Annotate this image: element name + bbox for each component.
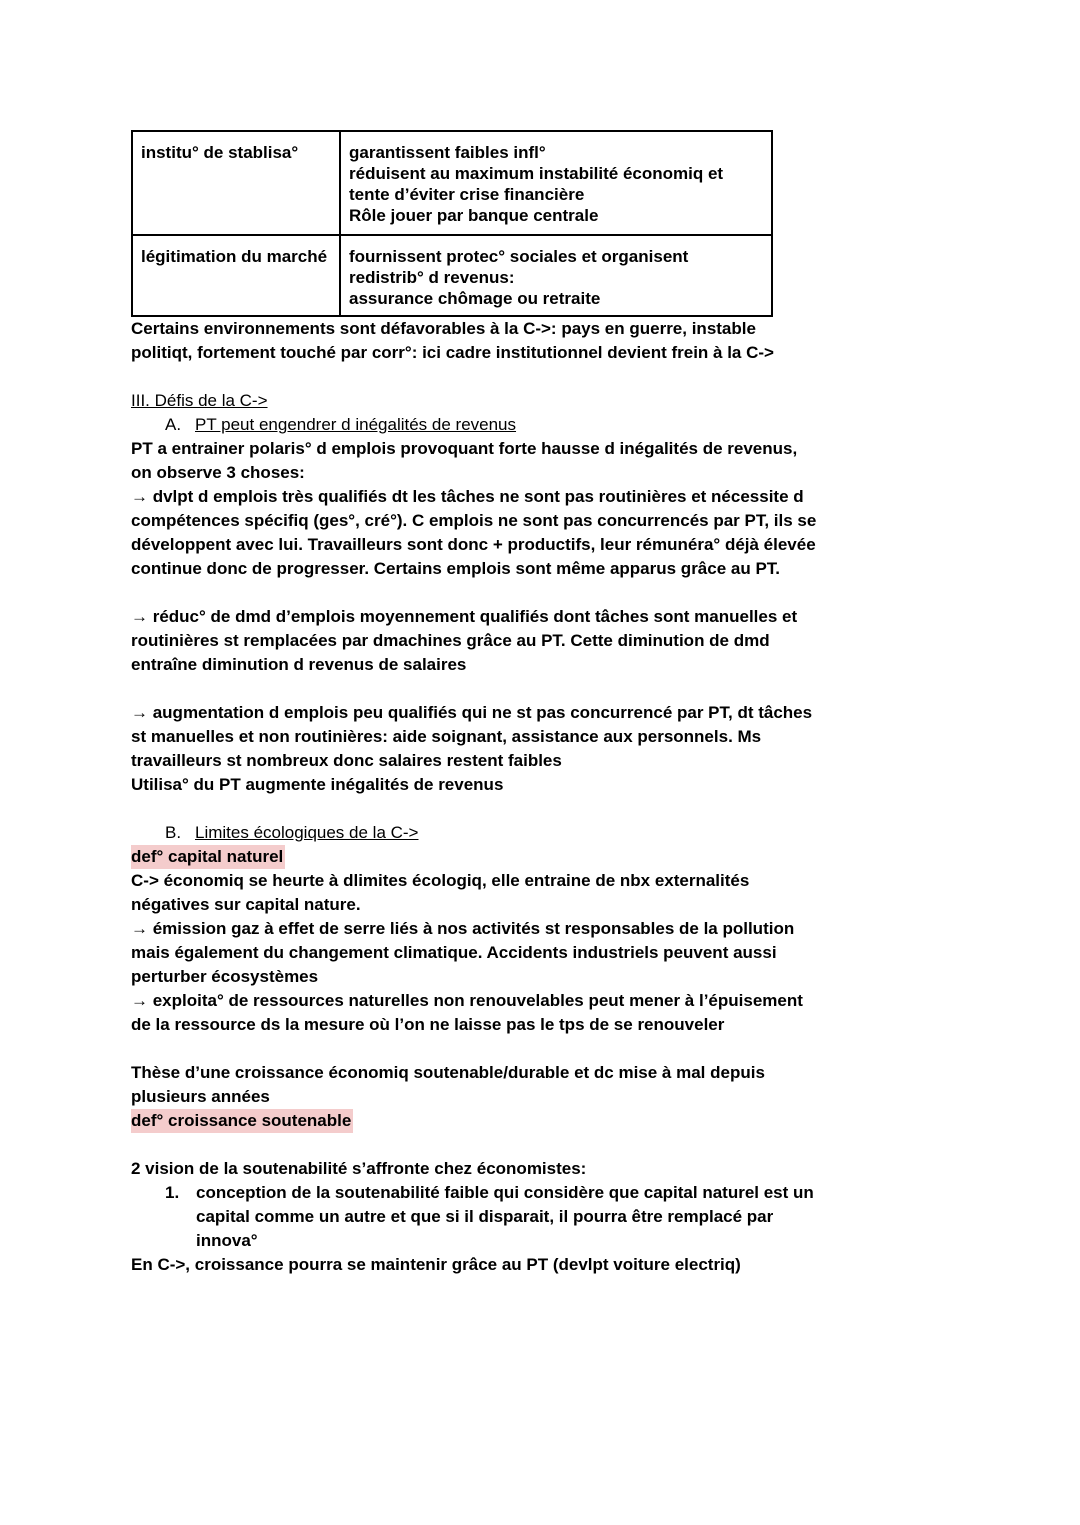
section-title: III. Défis de la C-> xyxy=(131,391,268,410)
table-cell-label: institu° de stablisa° xyxy=(132,131,340,235)
conclusion-line: Utilisa° du PT augmente inégalités de revenus xyxy=(131,775,504,794)
table-line: fournissent protec° sociales et organisent redistrib° d revenus: xyxy=(349,247,689,287)
subsection-letter: B. xyxy=(165,823,182,842)
intro-paragraph: Certains environnements sont défavorables à la C->: pays en guerre, instable politiqt, fortement touché par corr°: ici cadre institutionnel devient frein à la C-> xyxy=(131,319,774,362)
table-line: assurance chômage ou retraite xyxy=(349,289,601,308)
subsection-title: Limites écologiques de la C-> xyxy=(195,823,419,842)
visions-intro: 2 vision de la soutenabilité s’affronte chez économistes: xyxy=(131,1159,587,1178)
visions-list xyxy=(131,1181,821,1253)
table-row xyxy=(132,235,772,316)
table-line: réduisent au maximum instabilité économiq et tente d’éviter crise financière xyxy=(349,164,724,204)
paragraph-a: PT a entrainer polaris° d emplois provoquant forte hausse d inégalités de revenus, on observe 3 choses: xyxy=(131,439,798,482)
bullet-item: → augmentation d emplois peu qualifiés qui ne st pas concurrencé par PT, dt tâches st manuelles et non routinières: aide soignant, assistance aux personnels. Ms travailleurs st nombreux donc salaires restent faibles xyxy=(131,703,813,770)
definition-highlight: def° croissance soutenable xyxy=(131,1109,353,1133)
document-content xyxy=(131,130,821,1277)
table-cell-description xyxy=(340,235,772,316)
list-text: conception de la soutenabilité faible qui considère que capital naturel est un capital comme un autre et que si il disparait, il pourra être remplacé par innova° xyxy=(196,1183,814,1250)
bullet-item: → émission gaz à effet de serre liés à nos activités st responsables de la pollution mais également du changement climatique. Accidents industriels peuvent aussi perturber écosystèmes xyxy=(131,919,795,986)
table-cell-label: légitimation du marché xyxy=(132,235,340,316)
subsection-b-heading xyxy=(131,821,821,845)
list-number: 1. xyxy=(165,1183,180,1202)
table-line: garantissent faibles infl° xyxy=(349,143,546,162)
subsection-title: PT peut engendrer d inégalités de revenus xyxy=(195,415,517,434)
list-item xyxy=(131,1181,821,1253)
subsection-a-heading xyxy=(131,413,821,437)
bullet-item: → réduc° de dmd d’emplois moyennement qualifiés dont tâches sont manuelles et routinières st remplacées par dmachines grâce au PT. Cette diminution de dmd entraîne diminution d revenus de salaires xyxy=(131,607,798,674)
final-line: En C->, croissance pourra se maintenir grâce au PT (devlpt voiture electriq) xyxy=(131,1255,741,1274)
bullet-item: → dvlpt d emplois très qualifiés dt les tâches ne sont pas routinières et nécessite d compétences spécifiq (ges°, cré°). C emplois ne sont pas concurrencés par PT, ils se développent avec lui. Travailleurs sont donc + productifs, leur rémunéra° déjà élevée continue donc de progresser. Certains emplois sont même apparus grâce au PT. xyxy=(131,487,817,578)
paragraph-b: C-> économiq se heurte à dlimites écologiq, elle entraine de nbx externalités négatives sur capital nature. xyxy=(131,871,750,914)
definition-highlight: def° capital naturel xyxy=(131,845,285,869)
subsection-letter: A. xyxy=(165,415,182,434)
table-line: Rôle jouer par banque centrale xyxy=(349,206,599,225)
table-row xyxy=(132,131,772,235)
thesis-paragraph: Thèse d’une croissance économiq soutenable/durable et dc mise à mal depuis plusieurs années xyxy=(131,1063,765,1106)
bullet-item: → exploita° de ressources naturelles non renouvelables peut mener à l’épuisement de la ressource ds la mesure où l’on ne laisse pas le tps de se renouveler xyxy=(131,991,803,1034)
institutions-table xyxy=(131,130,773,317)
table-cell-description xyxy=(340,131,772,235)
